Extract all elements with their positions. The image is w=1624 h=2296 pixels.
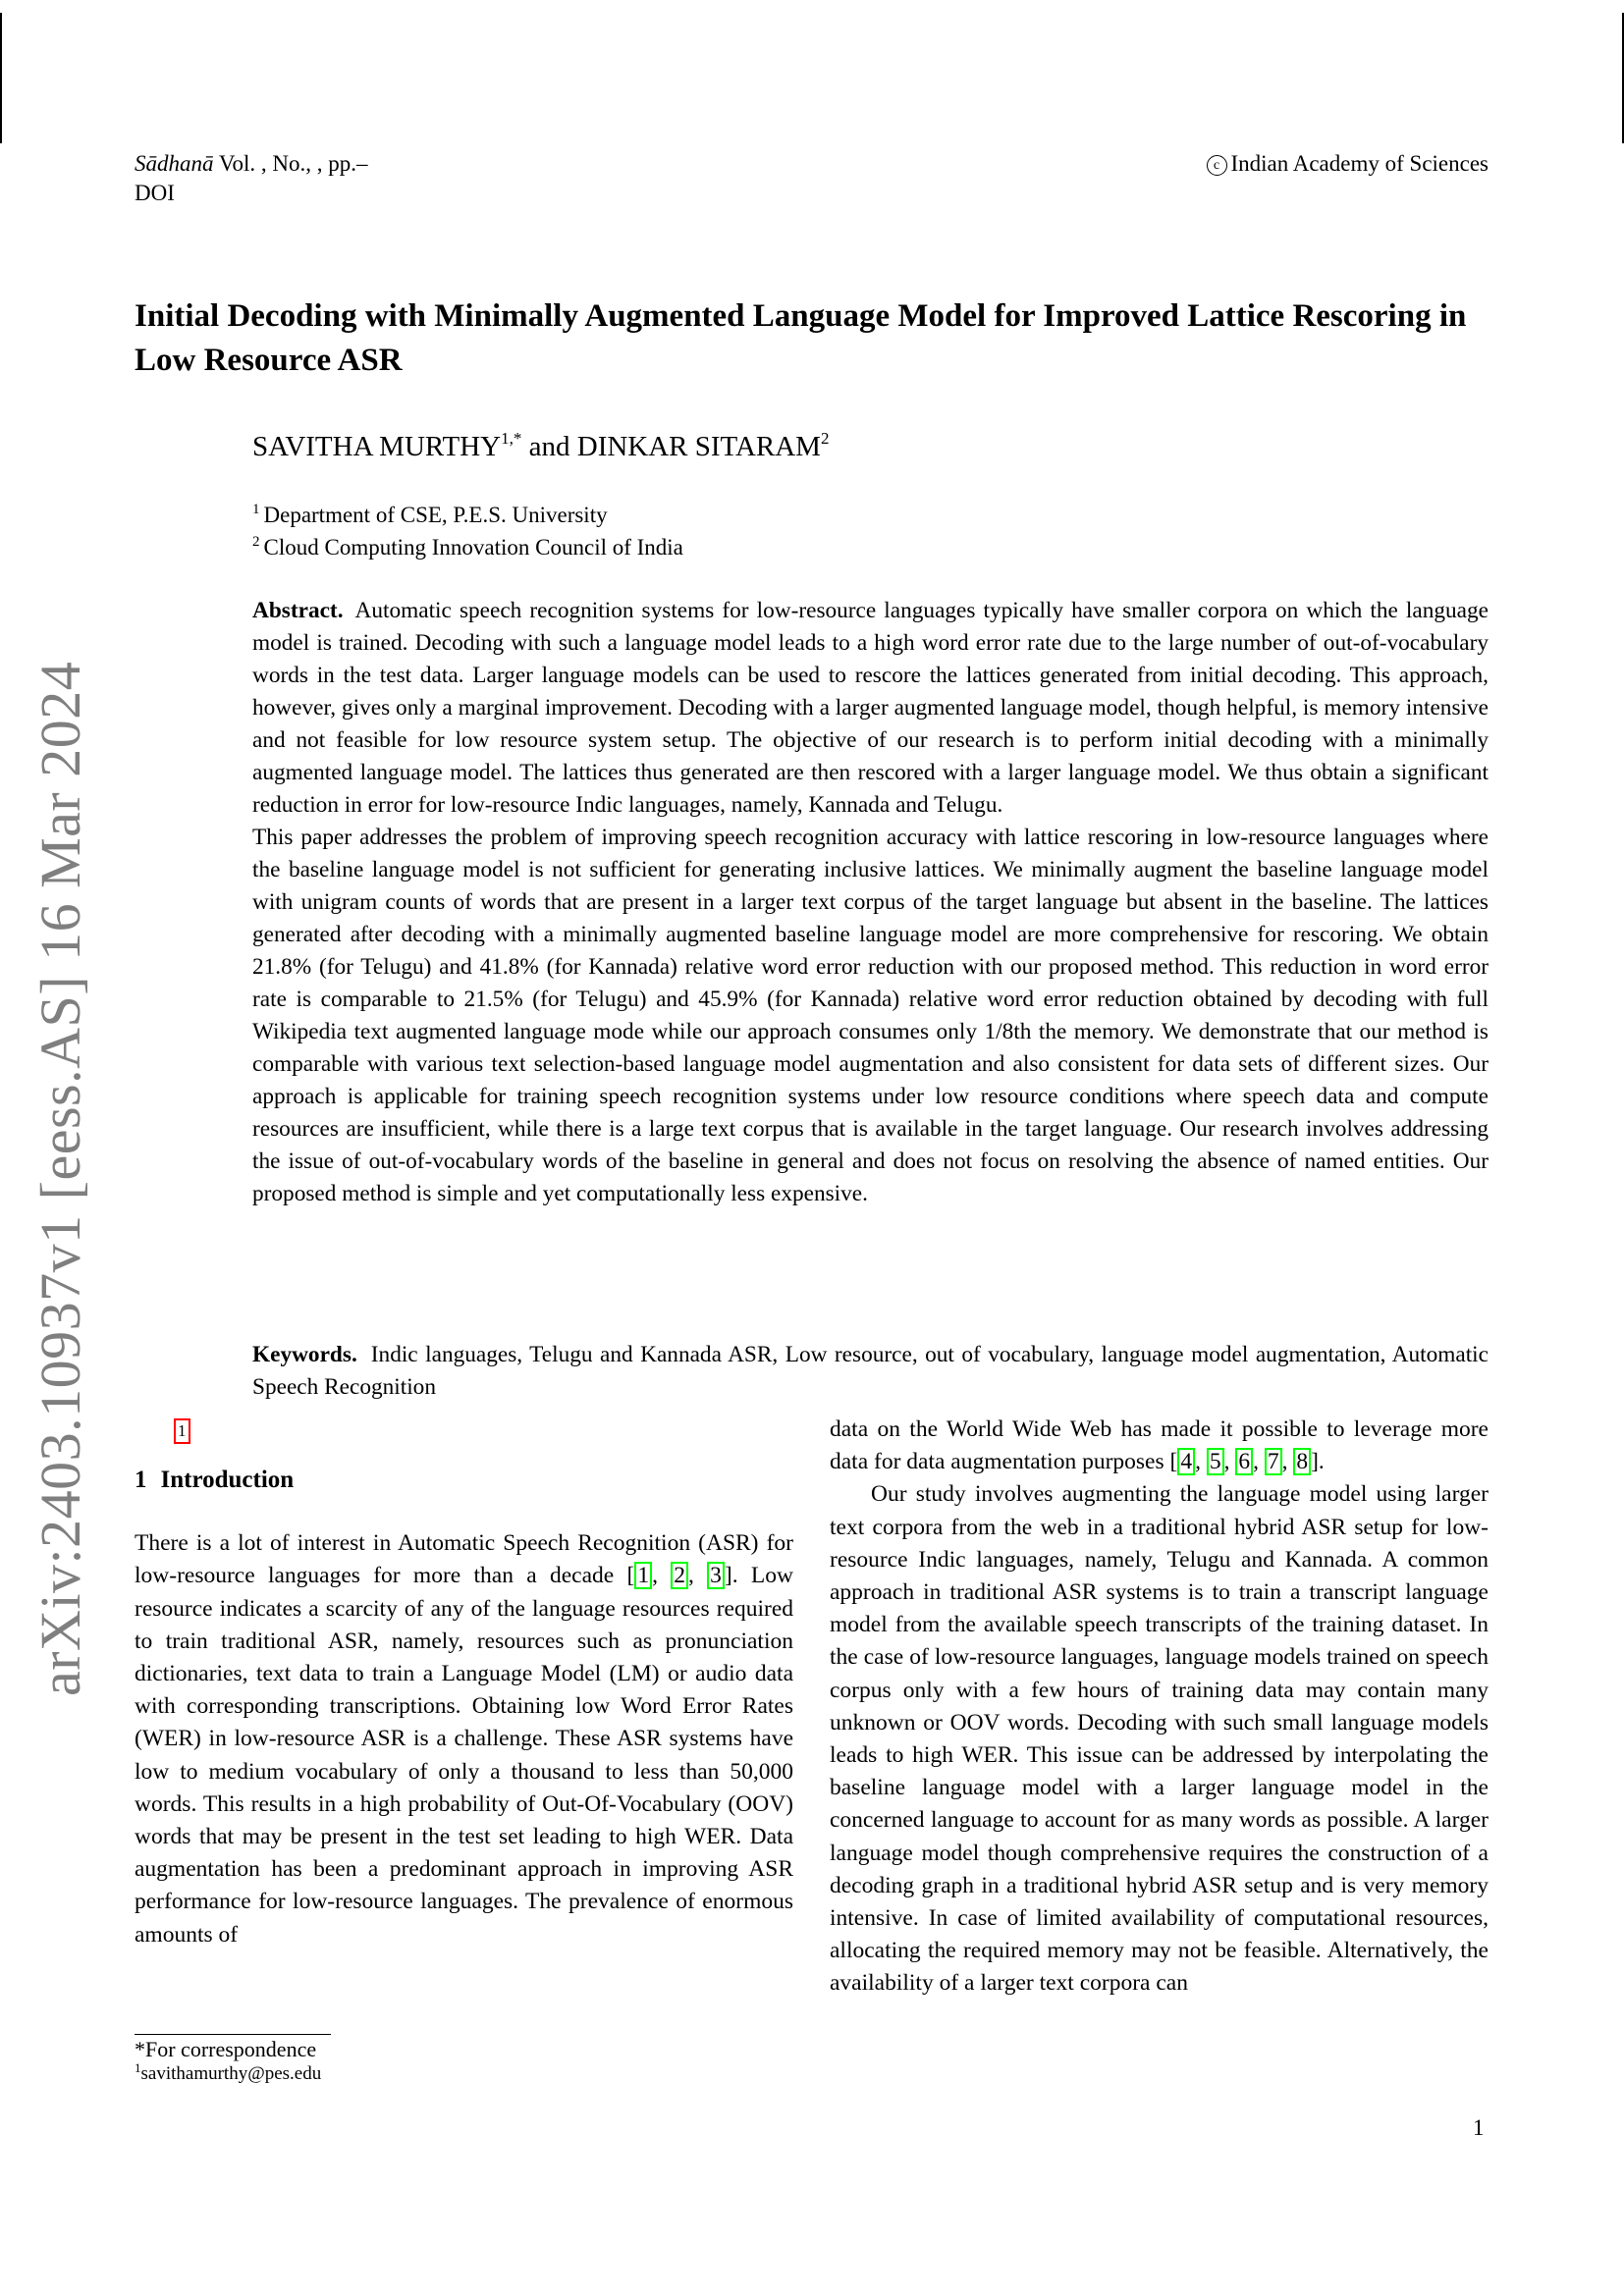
doi-label: DOI (135, 181, 175, 205)
abstract-label: Abstract. (252, 598, 344, 623)
footnote-correspondence: *For correspondence (135, 2037, 317, 2061)
affiliation-item (252, 499, 683, 531)
author-affiliation-sup: 1,* (501, 429, 522, 448)
copyright-icon: c (1207, 155, 1227, 176)
affiliation-number: 2 (252, 534, 260, 550)
body-text: data on the World Wide Web has made it possible to leverage more data for data augmentation purposes (830, 1416, 1489, 1475)
body-paragraph: Our study involves augmenting the language model using larger text corpora from the web in a traditional hybrid ASR setup for low-resource Indic languages, namely, Telugu and Kannada. A common approach in traditional ASR systems is to train a transcript language model from the available speech transcripts of the training dataset. In the case of low-resource languages, language models trained on speech corpus only with a few hours of training data may contain many unknown or OOV words. Decoding with such small language models leads to high WER. This issue can be addressed by interpolating the baseline language model with a larger language model in the concerned language to account for as many words as possible. A larger language model though comprehensive requires the construction of a decoding graph in a traditional hybrid ASR setup and is very memory intensive. In case of limited availability of computational resources, allocating the required memory may not be feasible. Alternatively, the availability of a larger text corpora can (830, 1481, 1489, 1997)
citation-link[interactable]: 4 (1177, 1448, 1195, 1475)
citation-link[interactable]: 6 (1235, 1448, 1253, 1475)
footnote-number: 1 (135, 2060, 141, 2075)
arxiv-identifier-stamp: arXiv:2403.10937v1 [eess.AS] 16 Mar 2024 (28, 661, 92, 1696)
keywords-text: Indic languages, Telugu and Kannada ASR, Low resource, out of vocabulary, language model augmentation, Automatic Speech Recognition (252, 1342, 1489, 1400)
footnote-link[interactable]: 1 (174, 1418, 190, 1444)
body-paragraph: There is a lot of interest in Automatic Speech Recognition (ASR) for low-resource languages for more than a decade [ 1 , 2 , 3 ]. Low resource indicates a scarcity of any of the language resources required to train traditional ASR, namely, resources such as pronunciation dictionaries, text data to train a Language Model (LM) or audio data with corresponding transcriptions. Obtaining low Word Error Rates (WER) in low-resource ASR is a challenge. These ASR systems have low to medium vocabulary of only a thousand to less than 50,000 words. This results in a high probability of Out-Of-Vocabulary (OOV) words that may be present in the test set leading to high WER. Data augmentation has been a predominant approach in improving ASR performance for low-resource languages. The prevalence of enormous amounts of (135, 1530, 793, 1948)
journal-name: Sādhanā (135, 151, 214, 176)
affiliation-number: 1 (252, 502, 260, 517)
citation-link[interactable]: 2 (671, 1562, 688, 1589)
citation-link[interactable]: 1 (634, 1562, 652, 1589)
author-connector: and (521, 431, 577, 462)
crop-mark-left (0, 13, 2, 143)
abstract-paragraph: This paper addresses the problem of improving speech recognition accuracy with lattice rescoring in low-resource languages where the baseline language model is not sufficient for generating inclusive lattices. We minimally augment the baseline language model with unigram counts of words that are present in a larger text corpus of the target language but absent in the baseline. The lattices generated after decoding with a minimally augmented baseline language model are more comprehensive for rescoring. We obtain 21.8% (for Telugu) and 41.8% (for Kannada) relative word error reduction with our proposed method. This reduction in word error rate is comparable to 21.5% (for Telugu) and 45.9% (for Kannada) relative word error reduction obtained by decoding with full Wikipedia text augmented language mode while our approach consumes only 1/8th the memory. We demonstrate that our method is comparable with various text selection-based language model augmentation and also consistent for data sets of different sizes. Our approach is applicable for training speech recognition systems under low resource conditions where speech data and compute resources are insufficient, while there is a large text corpus that is available in the target language. Our research involves addressing the issue of out-of-vocabulary words of the baseline in general and does not focus on resolving the absence of named entities. Our proposed method is simple and yet computationally less expensive. (252, 825, 1489, 1206)
page-number: 1 (1473, 2115, 1485, 2140)
author-name: DINKAR SITARAM (576, 431, 821, 462)
footnote-email (135, 2062, 793, 2086)
publisher-name: Indian Academy of Sciences (1230, 151, 1489, 176)
right-column (830, 1414, 1489, 2001)
abstract-text: Automatic speech recognition systems for low-resource languages typically have smaller corpora on which the language model is trained. Decoding with such a language model leads to a high word error rate due to the large number of out-of-vocabulary words in the test data. Larger language models can be used to rescore the lattices generated from initial decoding. This approach, however, gives only a marginal improvement. Decoding with a larger augmented language model, though helpful, is memory intensive and not feasible for low resource system setup. The objective of our research is to perform initial decoding with a minimally augmented language model. The lattices thus generated are then rescored with a larger language model. We thus obtain a significant reduction in error for low-resource Indic languages, namely, Kannada and Telugu. (252, 598, 1489, 818)
running-head (135, 149, 1489, 208)
keywords (252, 1339, 1489, 1404)
author-name: SAVITHA MURTHY (252, 431, 502, 462)
author-affiliation-sup: 2 (820, 429, 830, 448)
citation-link[interactable]: 3 (707, 1562, 725, 1589)
keywords-label: Keywords. (252, 1342, 357, 1367)
footnotes (135, 2034, 793, 2086)
affiliation-text: Department of CSE, P.E.S. University (263, 503, 608, 527)
section-title: Introduction (160, 1467, 295, 1494)
affiliations (252, 499, 683, 563)
section-heading (135, 1464, 793, 1496)
affiliation-item (252, 531, 683, 563)
citation-link[interactable]: 8 (1293, 1448, 1311, 1475)
body-text: . (1318, 1449, 1325, 1475)
footnote-rule (135, 2034, 331, 2035)
body-text: . Low resource indicates a scarcity of any of the language resources required to train traditional ASR, namely, resources such as pronunciation dictionaries, text data to train a Language Model (LM) or audio data with corresponding transcriptions. Obtaining low Word Error Rates (WER) in low-resource ASR is a challenge. These ASR systems have low to medium vocabulary of only a thousand to less than 50,000 words. This results in a high probability of Out-Of-Vocabulary (OOV) words that may be present in the test set leading to high WER. Data augmentation has been a predominant approach in improving ASR performance for low-resource languages. The prevalence of enormous amounts of (135, 1563, 793, 1948)
author-list (252, 429, 829, 464)
abstract-paragraph (252, 595, 1489, 822)
volume-info: Vol. , No., , pp.– (213, 151, 368, 176)
citation-link[interactable]: 5 (1207, 1448, 1224, 1475)
body-paragraph: data on the World Wide Web has made it possible to leverage more data for data augmentation purposes [ 4 , 5 , 6 , 7 , 8 ]. (830, 1416, 1489, 1475)
citation-link[interactable]: 7 (1265, 1448, 1282, 1475)
abstract (252, 595, 1489, 1210)
email-address: savithamurthy@pes.edu (140, 2063, 322, 2084)
affiliation-text: Cloud Computing Innovation Council of India (263, 535, 683, 560)
section-number: 1 (135, 1467, 147, 1494)
body-text: There is a lot of interest in Automatic Speech Recognition (ASR) for low-resource languages for more than a decade (135, 1530, 793, 1589)
publisher-info (1207, 149, 1489, 179)
left-column (135, 1414, 793, 1951)
paper-title: Initial Decoding with Minimally Augmented Language Model for Improved Lattice Rescoring in Low Resource ASR (135, 298, 1467, 378)
